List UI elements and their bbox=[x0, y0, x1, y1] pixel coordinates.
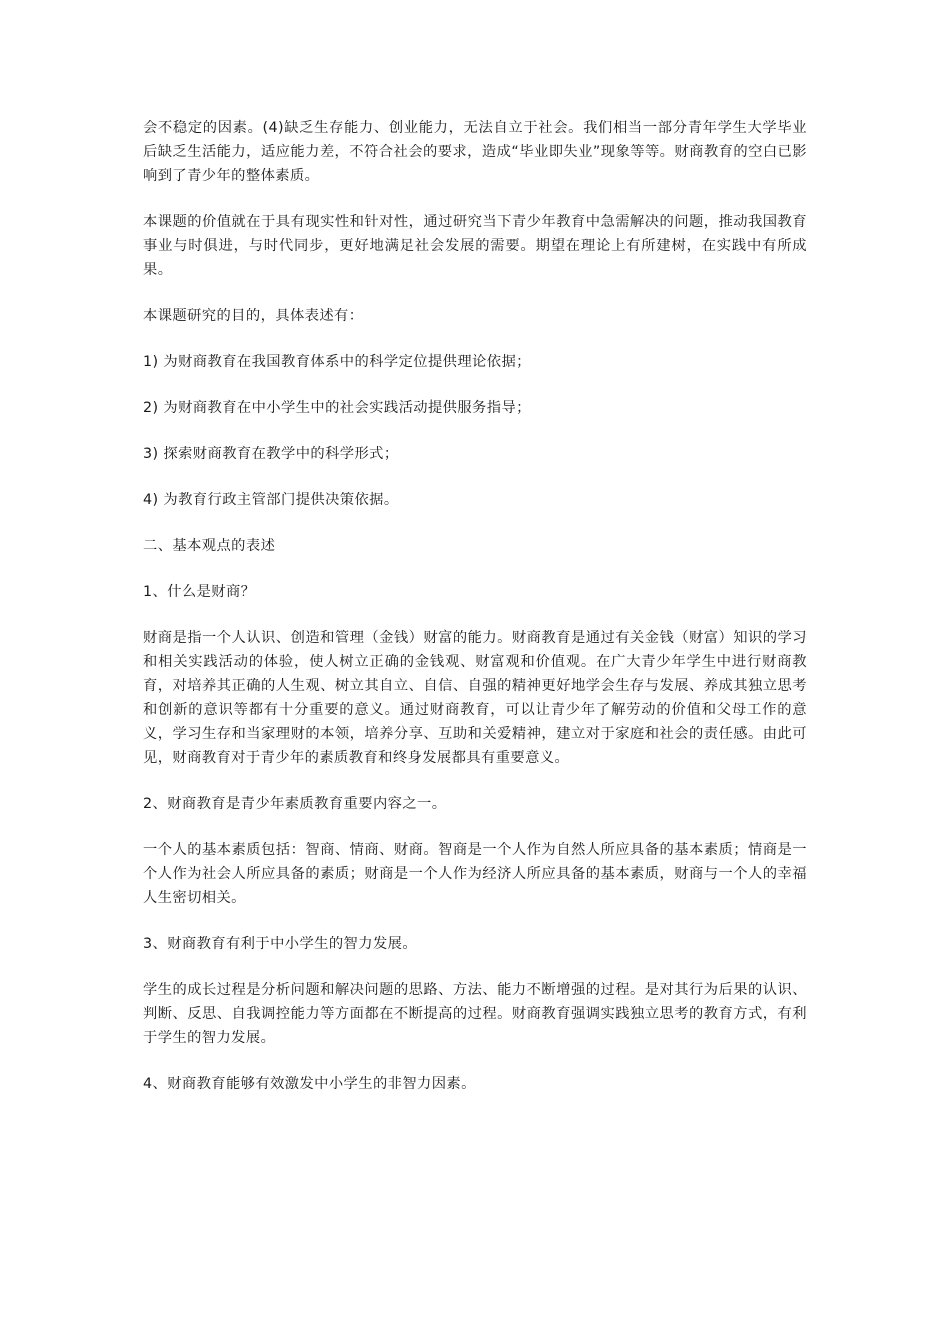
section-heading-basic-views: 二、基本观点的表述 bbox=[143, 538, 276, 554]
subheading-what-is-fq: 1、什么是财商？ bbox=[143, 584, 256, 600]
document-page bbox=[143, 116, 807, 1118]
paragraph-fq-definition: 财商是指一个人认识、创造和管理（金钱）财富的能力。财商教育是通过有关金钱（财富）知识的学习和相关实践活动的体验，使人树立正确的金钱观、财富观和价值观。在广大青少年学生中进行财商教育，对培养其正确的人生观、树立其自立、自信、自强的精神更好地学会生存与发展、养成其独立思考和创新的意识等都有十分重要的意义。通过财商教育，可以让青少年了解劳动的价值和父母工作的意义，学习生存和当家理财的本领，培养分享、互助和关爱精神，建立对于家庭和社会的责任感。由此可见，财商教育对于青少年的素质教育和终身发展都具有重要意义。 bbox=[143, 630, 807, 766]
subheading-non-intellectual-factors: 4、财商教育能够有效激发中小学生的非智力因素。 bbox=[143, 1076, 476, 1092]
subheading-fq-quality-education: 2、财商教育是青少年素质教育重要内容之一。 bbox=[143, 796, 447, 812]
paragraph-student-growth: 学生的成长过程是分析问题和解决问题的思路、方法、能力不断增强的过程。是对其行为后果的认识、判断、反思、自我调控能力等方面都在不断提高的过程。财商教育强调实践独立思考的教育方式，有利于学生的智力发展。 bbox=[143, 982, 807, 1046]
paragraph-basic-qualities: 一个人的基本素质包括：智商、情商、财商。智商是一个人作为自然人所应具备的基本素质；情商是一个人作为社会人所应具备的素质；财商是一个人作为经济人所应具备的基本素质，财商与一个人的幸福人生密切相关。 bbox=[143, 842, 807, 906]
list-item-purpose-4: 4) 为教育行政主管部门提供决策依据。 bbox=[143, 492, 399, 508]
paragraph-research-purpose: 本课题研究的目的，具体表述有： bbox=[143, 308, 364, 324]
list-item-purpose-1: 1) 为财商教育在我国教育体系中的科学定位提供理论依据； bbox=[143, 354, 531, 370]
list-item-purpose-2: 2) 为财商教育在中小学生中的社会实践活动提供服务指导； bbox=[143, 400, 531, 416]
paragraph-intro-continuation: 会不稳定的因素。(4)缺乏生存能力、创业能力，无法自立于社会。我们相当一部分青年学生大学毕业后缺乏生活能力，适应能力差，不符合社会的要求，造成“毕业即失业”现象等等。财商教育的空白已影响到了青少年的整体素质。 bbox=[143, 120, 807, 184]
list-item-purpose-3: 3) 探索财商教育在教学中的科学形式； bbox=[143, 446, 399, 462]
subheading-intellectual-development: 3、财商教育有利于中小学生的智力发展。 bbox=[143, 936, 418, 952]
paragraph-topic-value: 本课题的价值就在于具有现实性和针对性，通过研究当下青少年教育中急需解决的问题，推动我国教育事业与时俱进，与时代同步，更好地满足社会发展的需要。期望在理论上有所建树，在实践中有所成果。 bbox=[143, 214, 807, 278]
